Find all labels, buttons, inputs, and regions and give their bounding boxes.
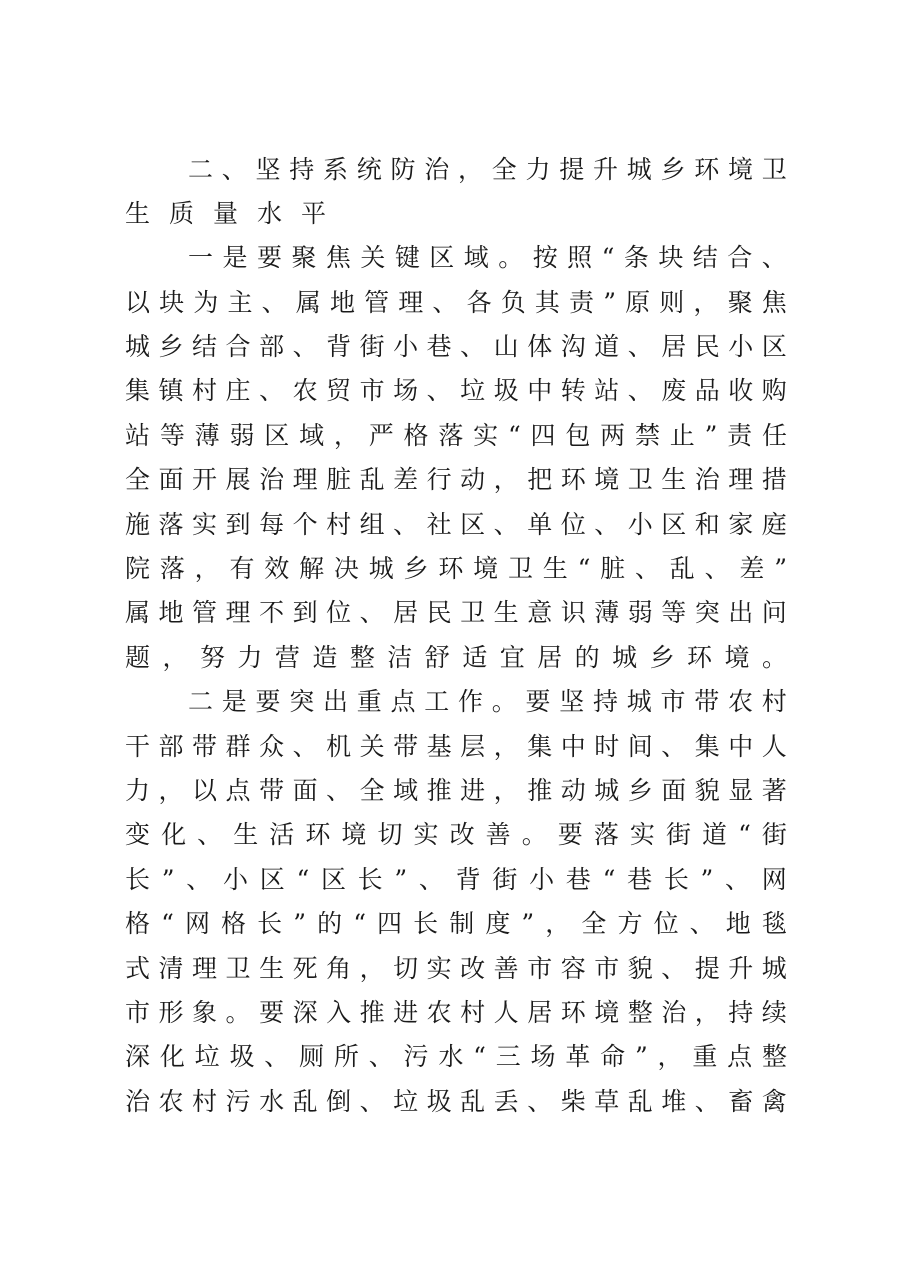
paragraph-line: 施 落 实 到 每 个 村 组 、 社 区 、 单 位 、 小 区 和 家 庭: [125, 510, 787, 539]
paragraph-line: 院 落 ， 有 效 解 决 城 乡 环 境 卫 生 “ 脏 、 乱 、 差 ”: [125, 554, 787, 583]
paragraph-line: 力 ， 以 点 带 面 、 全 域 推 进 ， 推 动 城 乡 面 貌 显 著: [125, 776, 787, 805]
paragraph-line: 式 清 理 卫 生 死 角 ， 切 实 改 善 市 容 市 貌 、 提 升 城: [125, 954, 787, 983]
paragraph-line: 属 地 管 理 不 到 位 、 居 民 卫 生 意 识 薄 弱 等 突 出 问: [125, 598, 787, 627]
paragraph-line: 市 形 象 。 要 深 入 推 进 农 村 人 居 环 境 整 治 ， 持 续: [125, 998, 787, 1027]
paragraph-line: 城 乡 结 合 部 、 背 街 小 巷 、 山 体 沟 道 、 居 民 小 区: [125, 332, 787, 361]
paragraph-line: 以 块 为 主 、 属 地 管 理 、 各 负 其 责 ” 原 则 ， 聚 焦: [125, 288, 787, 317]
paragraph-line: 长 ” 、 小 区 “ 区 长 ” 、 背 街 小 巷 “ 巷 长 ” 、 网: [125, 865, 787, 894]
paragraph-line: 二 是 要 突 出 重 点 工 作 。 要 坚 持 城 市 带 农 村: [188, 687, 787, 716]
paragraph-line: 干 部 带 群 众 、 机 关 带 基 层 ， 集 中 时 间 、 集 中 人: [125, 732, 787, 761]
paragraph-line: 全 面 开 展 治 理 脏 乱 差 行 动 ， 把 环 境 卫 生 治 理 措: [125, 465, 787, 494]
section-heading-line-1: 二 、 坚 持 系 统 防 治 ， 全 力 提 升 城 乡 环 境 卫: [188, 155, 787, 184]
section-heading-line-2: 生质量水平: [125, 199, 346, 228]
paragraph-line: 集 镇 村 庄 、 农 贸 市 场 、 垃 圾 中 转 站 、 废 品 收 购: [125, 376, 787, 405]
paragraph-line: 深 化 垃 圾 、 厕 所 、 污 水 “ 三 场 革 命 ” ， 重 点 整: [125, 1042, 787, 1071]
paragraph-line: 治 农 村 污 水 乱 倒 、 垃 圾 乱 丢 、 柴 草 乱 堆 、 畜 禽: [125, 1087, 787, 1116]
paragraph-line: 一 是 要 聚 焦 关 键 区 域 。 按 照 “ 条 块 结 合 、: [188, 243, 787, 272]
paragraph-line: 站 等 薄 弱 区 域 ， 严 格 落 实 “ 四 包 两 禁 止 ” 责 任: [125, 421, 787, 450]
paragraph-line: 题 ， 努 力 营 造 整 洁 舒 适 宜 居 的 城 乡 环 境 。: [125, 643, 787, 672]
paragraph-line: 格 “ 网 格 长 ” 的 “ 四 长 制 度 ” ， 全 方 位 、 地 毯: [125, 909, 787, 938]
paragraph-line: 变 化 、 生 活 环 境 切 实 改 善 。 要 落 实 街 道 “ 街: [125, 820, 787, 849]
